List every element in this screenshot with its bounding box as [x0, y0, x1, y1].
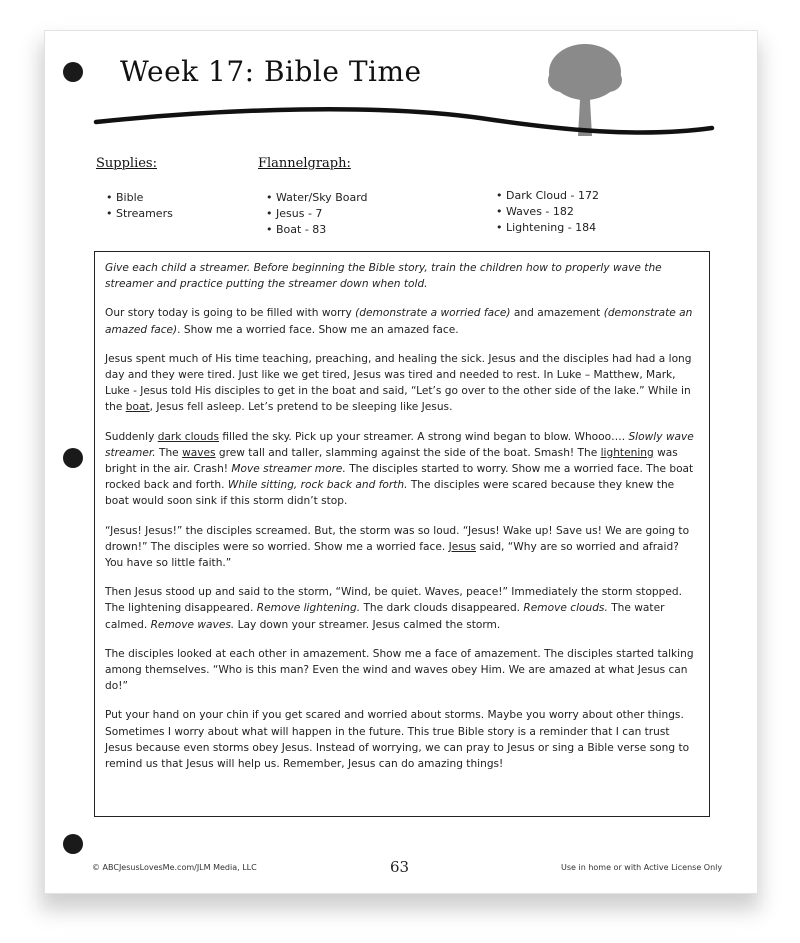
flannelgraph-list-2 — [496, 188, 599, 236]
supplies-heading: Supplies: — [96, 156, 157, 171]
story-paragraph: “Jesus! Jesus!” the disciples screamed. But, the storm was so loud. “Jesus! Wake up! Save us! We are going to drown!” The disciples were so worried. Show me a worried face. Jesus said, “Why are so worried and afraid? You have so little faith.” — [105, 524, 690, 570]
binder-hole-icon — [63, 834, 83, 854]
story-paragraph: Our story today is going to be filled with worry (demonstrate a worried face) and amazement (demonstrate an amazed face). Show me a worried face. Show me an amazed face. — [105, 307, 693, 336]
story-paragraph: Suddenly dark clouds filled the sky. Pick up your streamer. A strong wind began to blow. Whooo…. Slowly wave streamer. The waves grew tall and taller, slamming against the side of the boat. Smash! The lightening was bright in the air. Crash! Move streamer more. The disciples started to worry. Show me a worried face. The boat rocked back and forth. While sitting, rock back and forth. The disciples were scared because they knew the boat would soon sink if this storm didn’t stop. — [105, 430, 694, 508]
story-box — [94, 251, 710, 817]
list-item: • Boat - 83 — [266, 222, 368, 238]
list-item: • Water/Sky Board — [266, 190, 368, 206]
list-item: • Bible — [106, 190, 173, 206]
binder-hole-icon — [63, 448, 83, 468]
story-paragraph: Put your hand on your chin if you get scared and worried about storms. Maybe you worry about other things. Sometimes I worry about what will happen in the future. This true Bible story is a reminder that I can trust Jesus because even storms obey Jesus. Instead of worrying, we can pray to Jesus or sing a Bible verse song to remind us that Jesus will help us. Remember, Jesus can do amazing things! — [105, 709, 690, 771]
story-paragraph: Then Jesus stood up and said to the storm, “Wind, be quiet. Waves, peace!” Immediately the storm stopped. The lightening disappeared. Remove lightening. The dark clouds disappeared. Remove clouds. The water calmed. Remove waves. Lay down your streamer. Jesus calmed the storm. — [105, 586, 682, 631]
story-paragraph: Jesus spent much of His time teaching, preaching, and healing the sick. Jesus and the disciples had had a long day and they were tired. Just like we get tired, Jesus was tired and needed to rest. In Luke – Matthew, Mark, Luke - Jesus told His disciples to get in the boat and said, “Let’s go over to the other side of the lake.” While in the boat, Jesus fell asleep. Let’s pretend to be sleeping like Jesus. — [105, 352, 692, 414]
list-item: • Jesus - 7 — [266, 206, 368, 222]
supplies-list — [106, 190, 173, 222]
list-item: • Waves - 182 — [496, 204, 599, 220]
tree-icon — [548, 44, 622, 136]
story-paragraph: The disciples looked at each other in amazement. Show me a face of amazement. The disciples started talking among themselves. “Who is this man? Even the wind and waves obey Him. We are amazed at what Jesus can do!” — [105, 647, 694, 693]
list-item: • Streamers — [106, 206, 173, 222]
page-number: 63 — [390, 858, 410, 876]
story-paragraph: Give each child a streamer. Before beginning the Bible story, train the children how to properly wave the streamer and practice putting the streamer down when told. — [105, 262, 662, 291]
list-item: • Lightening - 184 — [496, 220, 599, 236]
flannelgraph-list-1 — [266, 190, 368, 238]
footer-copyright: © ABCJesusLovesMe.com/JLM Media, LLC — [92, 863, 257, 872]
footer-license: Use in home or with Active License Only — [561, 863, 723, 872]
page-title: Week 17: Bible Time — [120, 55, 422, 88]
header-decoration — [0, 0, 800, 160]
list-item: • Dark Cloud - 172 — [496, 188, 599, 204]
flannelgraph-heading: Flannelgraph: — [258, 156, 351, 171]
